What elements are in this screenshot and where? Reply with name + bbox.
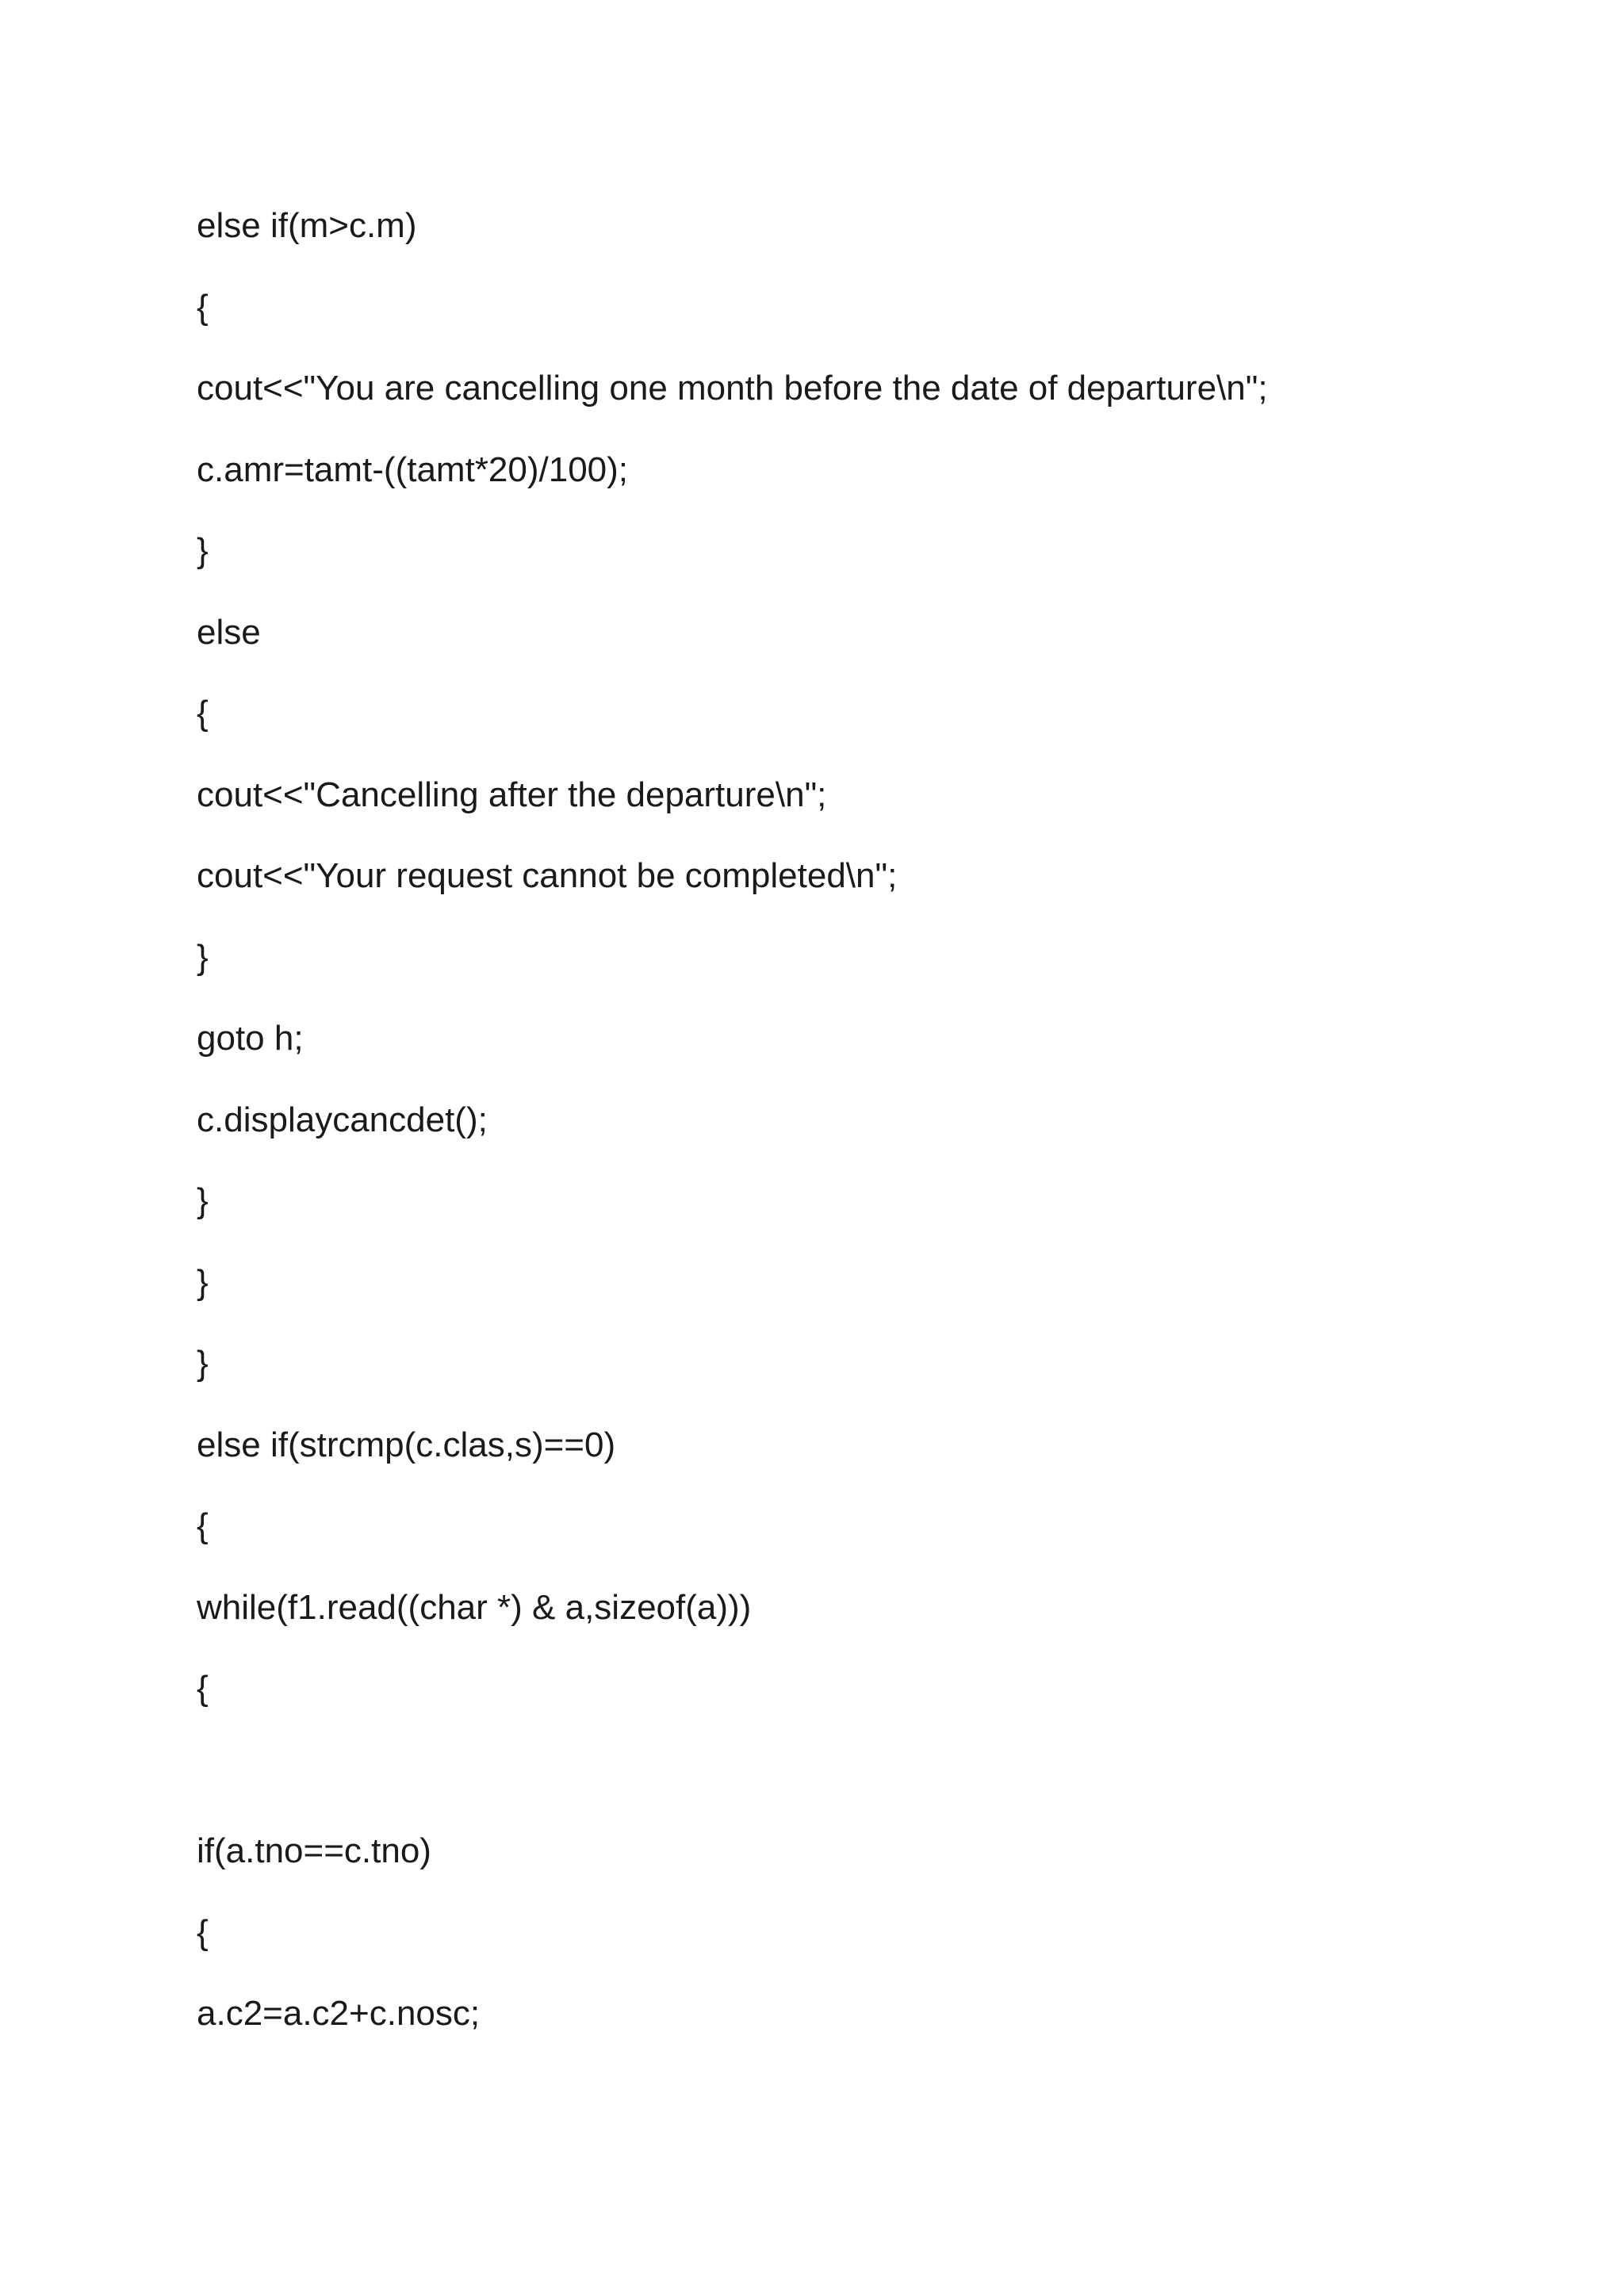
code-line: a.c2=a.c2+c.nosc;: [197, 1994, 481, 2033]
code-line: }: [197, 1344, 209, 1383]
code-line: }: [197, 1262, 209, 1302]
code-line: c.displaycancdet();: [197, 1100, 488, 1139]
code-line: {: [197, 1669, 209, 1708]
code-line: cout<<"You are cancelling one month before the date of departure\n";: [197, 369, 1268, 408]
blank-line: [197, 1743, 1592, 1824]
code-listing: [197, 198, 1592, 2068]
code-line: goto h;: [197, 1019, 304, 1058]
code-line: if(a.tno==c.tno): [197, 1831, 431, 1870]
code-line: else: [197, 612, 261, 652]
code-line: else if(strcmp(c.clas,s)==0): [197, 1425, 616, 1464]
code-line: {: [197, 287, 209, 327]
code-line: {: [197, 1912, 209, 1952]
code-line: c.amr=tamt-((tamt*20)/100);: [197, 450, 629, 489]
code-line: cout<<"Your request cannot be completed\n";: [197, 856, 898, 895]
code-line: }: [197, 531, 209, 570]
code-line: {: [197, 694, 209, 733]
code-line: while(f1.read((char *) & a,sizeof(a))): [197, 1587, 752, 1627]
code-line: }: [197, 1181, 209, 1220]
code-line: else if(m>c.m): [197, 206, 417, 245]
code-line: {: [197, 1506, 209, 1545]
code-line: cout<<"Cancelling after the departure\n";: [197, 775, 827, 814]
code-line: }: [197, 937, 209, 977]
